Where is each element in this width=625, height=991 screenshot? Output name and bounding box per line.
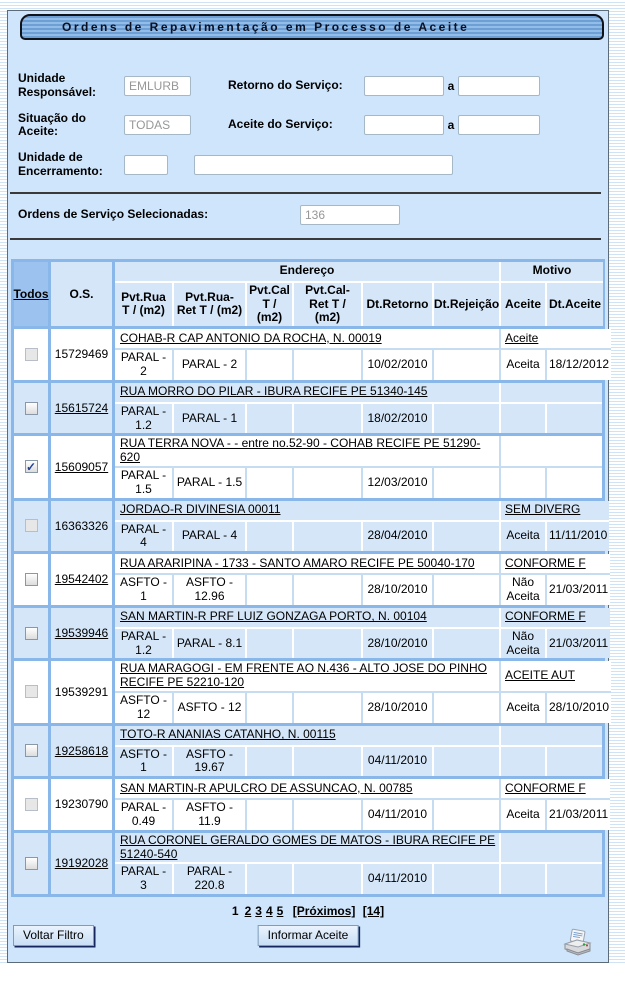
address-cell [115, 833, 499, 863]
retorno-servico-label: Retorno do Serviço: [228, 77, 343, 92]
address-cell [115, 608, 499, 627]
data-cell: 28/10/2010 [363, 629, 432, 659]
data-cell: 04/11/2010 [363, 864, 432, 894]
pagination-page-link[interactable]: 5 [276, 903, 284, 918]
os-number-cell [51, 554, 112, 605]
data-cell: 12/03/2010 [363, 468, 432, 498]
address-cell [115, 726, 499, 745]
os-header-label: O.S. [69, 286, 94, 301]
data-cell: PARAL - 8.1 [174, 629, 245, 659]
data-cell [434, 522, 499, 552]
row-details [115, 608, 610, 659]
data-cell: ASFTO - 19.67 [174, 747, 245, 777]
address-cell [115, 436, 499, 466]
title-bar [20, 14, 604, 40]
pagination-page-link[interactable]: 4 [265, 903, 273, 918]
data-cell [547, 468, 602, 498]
table-row [14, 661, 610, 722]
data-cell [434, 747, 499, 777]
pagination-page-link[interactable]: 2 [244, 903, 252, 918]
address-cell [115, 501, 499, 520]
data-cell [434, 629, 499, 659]
row-checkbox[interactable] [25, 348, 38, 361]
retorno-from-field[interactable] [364, 76, 444, 96]
selected-orders-label: Ordens de Serviço Selecionadas: [18, 206, 209, 221]
table-row [14, 726, 602, 777]
os-number-cell [51, 726, 112, 777]
data-cell [501, 864, 545, 894]
os-number-link[interactable]: 15609057 [54, 459, 109, 474]
data-cell: ASFTO - 12 [174, 693, 245, 723]
data-cell: 21/03/2011 [547, 575, 610, 605]
row-checkbox[interactable] [25, 857, 38, 870]
unidade-responsavel-label: Unidade Responsável: [18, 71, 97, 99]
row-checkbox[interactable] [25, 460, 38, 473]
os-number-cell [51, 329, 112, 380]
row-checkbox-cell [14, 501, 48, 552]
column-header: Dt.Retorno [363, 283, 432, 326]
data-cell [294, 575, 361, 605]
os-number-cell [51, 608, 112, 659]
data-cell: ASFTO - 11.9 [174, 800, 245, 830]
address-link[interactable]: COHAB-R CAP ANTONIO DA ROCHA, N. 00019 [120, 330, 382, 345]
data-cell [247, 629, 292, 659]
address-link[interactable]: RUA TERRA NOVA - - entre no.52-90 - COHAB RECIFE PE 51290-620 [120, 436, 481, 465]
data-cell: 04/11/2010 [363, 800, 432, 830]
data-cell [247, 800, 292, 830]
data-cell: PARAL - 2 [174, 350, 245, 380]
os-number-link[interactable]: 19542402 [54, 572, 109, 587]
os-number-cell [51, 833, 112, 894]
data-cell [294, 800, 361, 830]
table-header-columns [115, 262, 603, 326]
data-cell: ASFTO - 1 [115, 575, 172, 605]
address-link[interactable]: JORDAO-R DIVINESIA 00011 [120, 502, 281, 517]
table-row [14, 329, 610, 380]
row-checkbox-cell [14, 554, 48, 605]
os-number-link[interactable]: 15615724 [54, 401, 109, 416]
row-details [115, 436, 602, 497]
motivo-cell [501, 726, 602, 745]
content-panel [7, 10, 609, 963]
address-cell [115, 383, 499, 402]
pagination-pages [243, 904, 286, 918]
unidade-encerramento-code-field[interactable] [124, 155, 168, 175]
address-link[interactable]: RUA ARARIPINA - 1733 - SANTO AMARO RECIFE PE 50040-170 [120, 555, 475, 570]
data-cell: PARAL - 1.5 [115, 468, 172, 498]
data-cell [247, 864, 292, 894]
motivo-cell [501, 833, 602, 863]
data-cell: Não Aceita [501, 629, 545, 659]
data-cell: 28/10/2010 [547, 693, 611, 723]
row-checkbox[interactable] [25, 402, 38, 415]
data-cell [547, 404, 602, 434]
unidade-responsavel-field[interactable] [124, 76, 191, 96]
data-cell [501, 747, 545, 777]
data-cell [294, 404, 361, 434]
data-cell: Aceita [501, 350, 545, 380]
data-cell: Não Aceita [501, 575, 545, 605]
row-checkbox-cell [14, 661, 48, 722]
aceite-servico-label: Aceite do Serviço: [228, 117, 333, 132]
pagination-current-page: 1 [231, 903, 239, 918]
motivo-link[interactable]: Aceite [505, 330, 539, 345]
data-cell [294, 468, 361, 498]
motivo-link[interactable]: ACEITE AUT [505, 668, 576, 683]
aceite-range-connector: a [447, 118, 455, 133]
data-cell: 11/11/2010 [547, 522, 609, 552]
data-cell: 18/02/2010 [363, 404, 432, 434]
address-link[interactable]: SAN MARTIN-R PRF LUIZ GONZAGA PORTO, N. 00104 [120, 609, 427, 624]
row-checkbox-cell [14, 383, 48, 434]
todos-link[interactable]: Todos [13, 286, 49, 301]
motivo-cell [501, 436, 602, 466]
data-cell [247, 468, 292, 498]
os-number-cell [51, 383, 112, 434]
row-details [115, 501, 609, 552]
data-cell: PARAL - 3 [115, 864, 172, 894]
row-details [115, 833, 602, 894]
row-checkbox-cell [14, 726, 48, 777]
row-checkbox-cell [14, 608, 48, 659]
row-details [115, 661, 611, 722]
table-row [14, 554, 609, 605]
data-cell: 10/02/2010 [363, 350, 432, 380]
motivo-cell [501, 608, 610, 627]
table-row [14, 436, 602, 497]
address-link[interactable]: TOTO-R ANANIAS CATANHO, N. 00115 [120, 727, 336, 742]
motivo-header-cell: Motivo [501, 262, 603, 281]
data-cell [501, 404, 545, 434]
data-cell [294, 629, 361, 659]
address-cell [115, 779, 499, 798]
data-cell [247, 575, 292, 605]
row-checkbox[interactable] [25, 744, 38, 757]
row-checkbox[interactable] [25, 573, 38, 586]
data-cell: 04/11/2010 [363, 747, 432, 777]
data-cell [247, 747, 292, 777]
informar-aceite-button[interactable]: Informar Aceite [258, 925, 359, 946]
table-rows [14, 329, 610, 894]
data-cell: PARAL - 4 [115, 522, 172, 552]
data-cell: Aceita [501, 693, 545, 723]
data-cell [294, 747, 361, 777]
pagination-last-link[interactable]: [14] [362, 903, 385, 918]
os-number-link[interactable]: 19192028 [54, 856, 109, 871]
situacao-aceite-field[interactable] [124, 115, 191, 135]
column-header: Aceite [501, 283, 545, 326]
motivo-cell [501, 329, 611, 348]
data-cell: PARAL - 1.2 [115, 629, 172, 659]
data-cell [247, 404, 292, 434]
data-cell: PARAL - 4 [174, 522, 245, 552]
address-cell [115, 554, 499, 573]
motivo-link[interactable]: CONFORME F [505, 780, 586, 795]
data-cell: 28/10/2010 [363, 693, 432, 723]
data-cell [294, 522, 361, 552]
column-header: Dt.Aceite [547, 283, 603, 326]
pagination-page-link[interactable]: 3 [255, 903, 262, 918]
data-cell: Aceita [501, 522, 545, 552]
data-cell [434, 693, 499, 723]
row-checkbox-cell [14, 779, 48, 830]
data-cell: ASFTO - 12 [115, 693, 172, 723]
row-checkbox[interactable] [25, 798, 38, 811]
address-link[interactable]: RUA MORRO DO PILAR - IBURA RECIFE PE 51340-145 [120, 384, 428, 399]
situacao-aceite-label: Situação do Aceite: [18, 110, 87, 139]
data-cell: 18/12/2012 [547, 350, 611, 380]
data-cell [547, 747, 602, 777]
row-details [115, 329, 611, 380]
table-row [14, 608, 609, 659]
os-number-cell [51, 436, 112, 497]
data-cell: 21/03/2011 [547, 629, 610, 659]
os-number-cell [51, 501, 112, 552]
data-cell: ASFTO - 1 [115, 747, 172, 777]
row-checkbox-cell [14, 436, 48, 497]
column-header: Pvt.Cal T / (m2) [247, 283, 292, 326]
address-link[interactable]: RUA CORONEL GERALDO GOMES DE MATOS - IBURA RECIFE PE 51240-540 [120, 832, 496, 861]
data-cell [247, 350, 292, 380]
os-number-link[interactable]: 19539946 [54, 626, 109, 641]
row-checkbox-cell [14, 833, 48, 894]
os-number-label: 19539291 [54, 684, 109, 699]
retorno-range-connector: a [447, 78, 455, 93]
selected-orders-field[interactable] [300, 205, 400, 225]
address-cell [115, 661, 499, 691]
table-row [14, 779, 609, 830]
address-link[interactable]: RUA MARAGOGI - EM FRENTE AO N.436 - ALTO JOSE DO PINHO RECIFE PE 52210-120 [120, 661, 487, 690]
data-cell: PARAL - 1 [174, 404, 245, 434]
column-header: Pvt.Cal-Ret T / (m2) [294, 283, 361, 326]
orders-table [11, 259, 610, 897]
data-cell: PARAL - 220.8 [174, 864, 245, 894]
row-details [115, 726, 602, 777]
motivo-cell [501, 501, 609, 520]
row-details [115, 383, 602, 434]
data-cell: 21/03/2011 [547, 800, 610, 830]
data-cell [434, 575, 499, 605]
data-cell [547, 864, 602, 894]
data-cell: PARAL - 1.5 [174, 468, 245, 498]
data-cell [434, 468, 499, 498]
data-cell: 28/04/2010 [363, 522, 432, 552]
pagination [8, 904, 608, 918]
motivo-cell [501, 554, 610, 573]
data-cell [501, 468, 545, 498]
data-cell [434, 404, 499, 434]
aceite-to-field[interactable] [458, 115, 540, 135]
data-cell: 28/10/2010 [363, 575, 432, 605]
row-checkbox-cell [14, 329, 48, 380]
motivo-link[interactable]: SEM DIVERG [505, 502, 581, 517]
data-cell [247, 693, 292, 723]
aceite-from-field[interactable] [364, 115, 444, 135]
voltar-filtro-button[interactable]: Voltar Filtro [13, 925, 94, 946]
motivo-cell [501, 383, 602, 402]
separator-line [10, 238, 601, 240]
column-header: Pvt.Rua-Ret T / (m2) [174, 283, 245, 326]
row-details [115, 779, 610, 830]
selected-orders-row [18, 205, 608, 225]
os-number-label: 19230790 [54, 797, 109, 812]
os-number-label: 15729469 [54, 347, 109, 362]
endereco-header-cell: Endereço [115, 262, 499, 281]
todos-header-cell [14, 262, 48, 326]
table-row [14, 501, 608, 552]
retorno-to-field[interactable] [458, 76, 540, 96]
table-row [14, 383, 602, 434]
motivo-link[interactable]: CONFORME F [505, 609, 586, 624]
data-cell: PARAL - 2 [115, 350, 172, 380]
data-cell [247, 522, 292, 552]
os-number-cell [51, 661, 112, 722]
row-checkbox[interactable] [25, 627, 38, 640]
unidade-encerramento-label: Unidade de Encerramento: [18, 150, 103, 178]
data-cell [294, 864, 361, 894]
table-row [14, 833, 602, 894]
data-cell [434, 800, 499, 830]
unidade-encerramento-name-field[interactable] [194, 155, 453, 175]
column-header: Dt.Rejeição [434, 283, 499, 326]
os-number-label: 16363326 [54, 518, 109, 533]
filter-form [18, 72, 608, 179]
data-cell [434, 350, 499, 380]
row-checkbox[interactable] [25, 519, 38, 532]
data-cell: ASFTO - 12.96 [174, 575, 245, 605]
motivo-link[interactable]: CONFORME F [505, 555, 586, 570]
data-cell: PARAL - 0.49 [115, 800, 172, 830]
action-buttons-row [8, 925, 608, 951]
table-header [14, 262, 602, 326]
os-number-cell [51, 779, 112, 830]
page-title: Ordens de Repavimentação em Processo de Aceite [62, 20, 470, 34]
column-header: Pvt.Rua T / (m2) [115, 283, 172, 326]
pagination-next-link[interactable]: [Próximos] [292, 903, 356, 918]
data-cell [294, 693, 361, 723]
data-cell [294, 350, 361, 380]
row-checkbox[interactable] [25, 685, 38, 698]
address-cell [115, 329, 499, 348]
data-cell [434, 864, 499, 894]
data-cell: Aceita [501, 800, 545, 830]
printer-icon[interactable] [563, 928, 593, 956]
motivo-cell [501, 779, 610, 798]
os-number-link[interactable]: 19258618 [54, 743, 109, 758]
separator-line [10, 192, 601, 194]
data-cell: PARAL - 1.2 [115, 404, 172, 434]
address-link[interactable]: SAN MARTIN-R APULCRO DE ASSUNCAO, N. 00785 [120, 780, 413, 795]
row-details [115, 554, 610, 605]
motivo-cell [501, 661, 611, 691]
os-header-cell [51, 262, 112, 326]
